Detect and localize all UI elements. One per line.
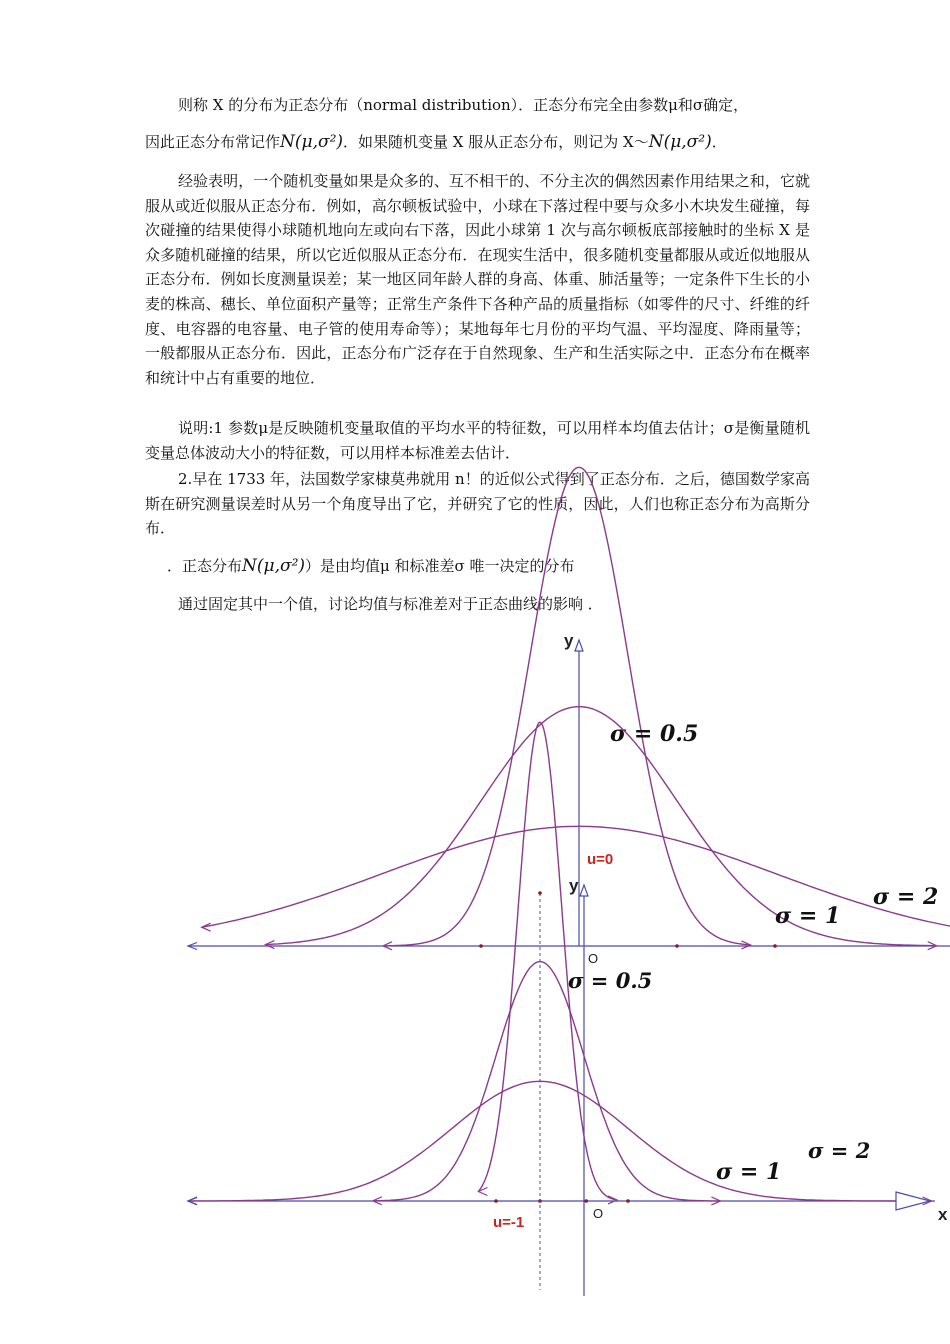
bottom-y-arrow — [580, 885, 588, 896]
bottom-x-arrow — [896, 1192, 930, 1210]
bottom-axis-dot-3 — [626, 1199, 630, 1203]
para-unique-b: ）是由均值μ 和标准差σ 唯一决定的分布 — [305, 557, 575, 575]
bottom-mu-label: u=-1 — [493, 1214, 525, 1231]
para-discuss: 通过固定其中一个值，讨论均值与标准差对于正态曲线的影响 ． — [178, 595, 603, 613]
bottom-x-label: x — [938, 1205, 948, 1224]
para-note-2: 2.早在 1733 年，法国数学家棣莫弗就用 n！的近似公式得到了正态分布．之后，德国数学家高斯在研究测量误差时从另一个角度导出了它，并研究了它的性质，因此，人们也称正态分布为高斯分布． — [145, 470, 810, 538]
top-sigma-label-2: σ = 2 — [873, 884, 939, 910]
bottom-axis-dot-0 — [494, 1199, 498, 1203]
top-curve-left-arrow-2 — [202, 923, 211, 931]
top-sigma-label-0: σ = 0.5 — [610, 721, 699, 747]
para-definition-line1: 则称 X 的分布为正态分布（normal distribution）．正态分布完全由参数μ和σ确定， — [178, 96, 749, 114]
top-sigma-label-1: σ = 1 — [775, 903, 841, 929]
bottom-sigma-label-1: σ = 1 — [716, 1159, 782, 1185]
bottom-panel — [188, 722, 948, 1296]
top-origin-label: O — [588, 951, 599, 966]
top-y-arrow — [575, 640, 583, 651]
bottom-sigma-label-2: σ = 2 — [808, 1138, 871, 1163]
bottom-axis-dot-2 — [584, 1199, 588, 1203]
top-axis-dot-1 — [675, 944, 679, 948]
normal-notation: N(μ,σ²) — [280, 132, 344, 152]
para-definition-line2b: ．如果随机变量 X 服从正态分布，则记为 X～ — [343, 133, 649, 151]
normal-notation-2: N(μ,σ²) — [648, 132, 712, 152]
bottom-y-label: y — [569, 876, 579, 895]
bottom-sigma-label-0: σ = 0.5 — [568, 968, 653, 993]
para-unique-a: ．正态分布 — [167, 557, 243, 575]
para-experience: 经验表明，一个随机变量如果是众多的、互不相干的、不分主次的偶然因素作用结果之和，它就服从或近似服从正态分布．例如，高尔顿板试验中，小球在下落过程中要与众多小木块发生碰撞，每次碰撞的结果使得小球随机地向左或向右下落，因此小球第 1 次与高尔顿板底部接触时的坐标 X 是众多随机碰撞的结果，所以它近似服从正态分布．在现实生活中，很多随机变量都服从或近似地服从正态分布．例如长度测量误差；某一地区同年龄人群的身高、体重、肺活量等；一定条件下生长的小麦的株高、穗长、单位面积产量等；正常生产条件下各种产品的质量指标（如零件的尺寸、纤维的纤度、电容器的电容量、电子管的使用寿命等）；某地每年七月份的平均气温、平均湿度、降雨量等；一般都服从正态分布．因此，正态分布广泛存在于自然现象、生产和生活实际之中．正态分布在概率和统计中占有重要的地位． — [145, 172, 810, 387]
bottom-curve-right-arrow-0 — [608, 1196, 617, 1204]
top-y-label: y — [564, 631, 574, 650]
normal-notation-3: N(μ,σ²) — [242, 556, 306, 576]
para-definition-line2a: 因此正态分布常记作 — [145, 133, 281, 151]
period: ． — [711, 133, 727, 151]
bottom-origin-label: O — [593, 1206, 604, 1221]
para-note-1: 说明:1 参数μ是反映随机变量取值的平均水平的特征数，可以用样本均值去估计；σ是衡量随机变量总体波动大小的特征数，可以用样本标准差去估计． — [145, 419, 810, 462]
top-curve-sigma-0 — [383, 467, 751, 946]
top-mu-label: u=0 — [587, 851, 614, 868]
bottom-mean-top-dot — [538, 891, 542, 895]
top-axis-dot-0 — [479, 944, 483, 948]
top-axis-dot-2 — [773, 944, 777, 948]
